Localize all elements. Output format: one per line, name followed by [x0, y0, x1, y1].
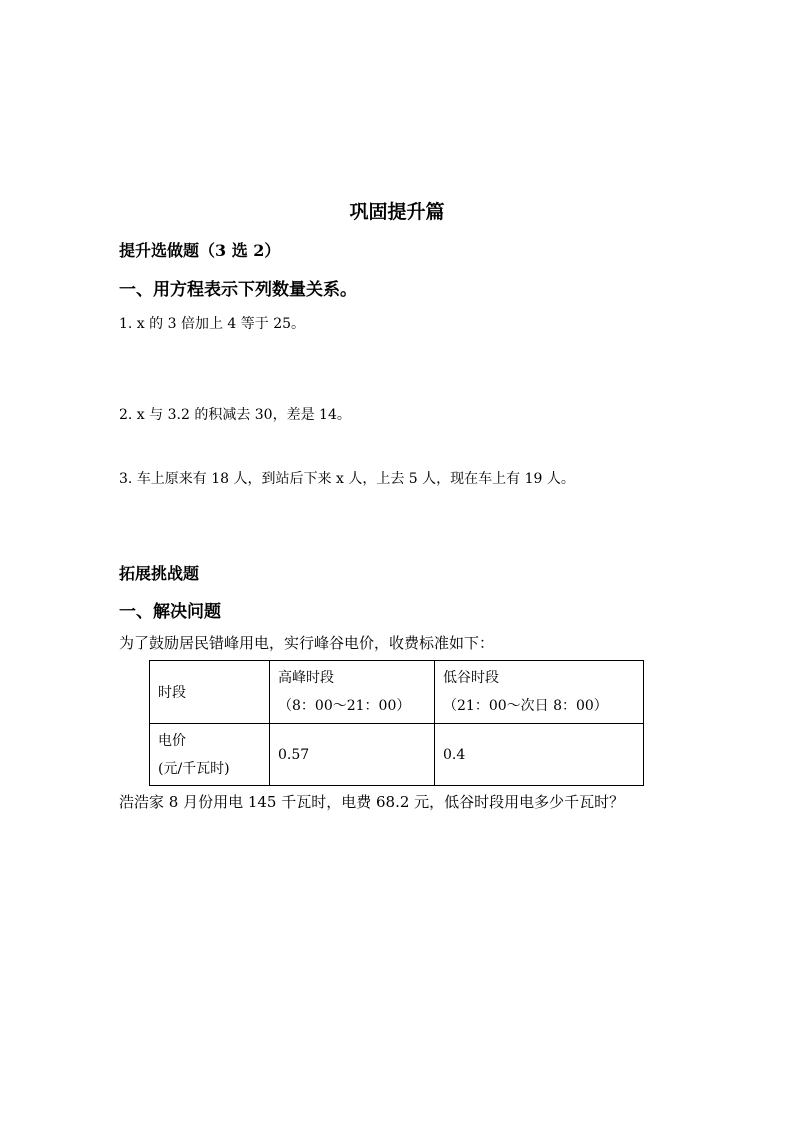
section2-subtitle: 拓展挑战题 [119, 564, 200, 583]
price-unit: (元/千瓦时) [158, 760, 230, 777]
valley-period-title: 低谷时段 [443, 670, 499, 686]
peak-period-time: （8：00～21：00） [278, 698, 411, 714]
problem-intro: 为了鼓励居民错峰用电，实行峰谷电价，收费标准如下： [119, 634, 495, 652]
valley-period-time: （21：00～次日 8：00） [443, 698, 608, 714]
price-label: 电价 [158, 732, 186, 749]
section1-subtitle: 提升选做题（3 选 2） [119, 241, 281, 260]
section1-heading: 一、用方程表示下列数量关系。 [119, 280, 357, 300]
question-item-1: 1. x 的 3 倍加上 4 等于 25。 [119, 316, 306, 332]
section2-heading: 一、解决问题 [119, 602, 221, 622]
peak-period-title: 高峰时段 [278, 670, 334, 686]
question-item-2: 2. x 与 3.2 的积减去 30，差是 14。 [119, 407, 351, 423]
table-row [150, 661, 644, 724]
table-row [150, 724, 644, 786]
page-title: 巩固提升篇 [349, 201, 445, 223]
valley-price: 0.4 [435, 724, 644, 786]
peak-period-cell [270, 661, 435, 724]
price-label-cell [150, 724, 270, 786]
question-item-3: 3. 车上原来有 18 人，到站后下来 x 人，上去 5 人，现在车上有 19 人。 [119, 471, 575, 487]
problem-question: 浩浩家 8 月份用电 145 千瓦时，电费 68.2 元，低谷时段用电多少千瓦时？ [119, 793, 625, 811]
electricity-price-table [149, 660, 644, 786]
valley-period-cell [435, 661, 644, 724]
time-period-label: 时段 [150, 661, 270, 724]
peak-price: 0.57 [270, 724, 435, 786]
